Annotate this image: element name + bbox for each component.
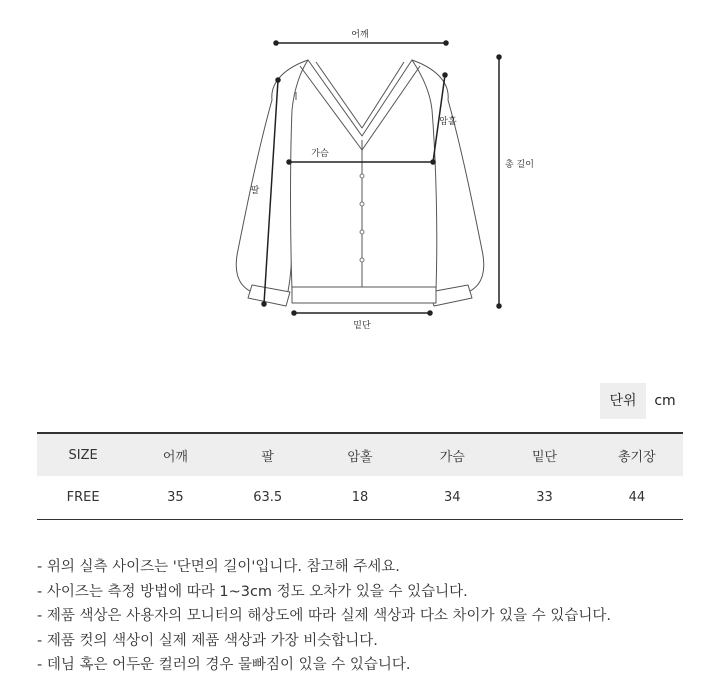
- unit-indicator: [600, 383, 684, 419]
- note-item: - 제품 컷의 색상이 실제 제품 색상과 가장 비슷합니다.: [37, 632, 378, 649]
- cell-total-length: 44: [628, 490, 646, 505]
- cell-chest: 34: [443, 490, 461, 505]
- cell-sleeve: 63.5: [253, 490, 283, 505]
- unit-value: cm: [654, 393, 676, 409]
- hem-band: [292, 287, 436, 303]
- cell-hem: 33: [536, 490, 553, 505]
- unit-label: 단위: [600, 383, 646, 419]
- note-item: - 위의 실측 사이즈는 '단면의 길이'입니다. 참고해 주세요.: [37, 559, 400, 575]
- cell-size: FREE: [66, 490, 100, 505]
- cell-armhole: 18: [351, 490, 369, 505]
- header-hem: 밑단: [498, 433, 590, 476]
- header-chest: 가슴: [406, 433, 498, 476]
- cell-shoulder: 35: [167, 490, 184, 505]
- label-sleeve: 팔: [250, 186, 260, 196]
- notes-list: [37, 555, 697, 678]
- table-row: [37, 476, 683, 520]
- header-armhole: 암홀: [314, 433, 406, 476]
- header-sleeve: 팔: [222, 433, 314, 476]
- table-header-row: [37, 433, 683, 476]
- label-shoulder: 어깨: [351, 30, 369, 40]
- note-item: - 제품 색상은 사용자의 모니터의 해상도에 따라 실제 색상과 다소 차이가 있을 수 있습니다.: [37, 608, 612, 624]
- label-hem: 밑단: [353, 321, 371, 331]
- note-item: - 데님 혹은 어두운 컬러의 경우 물빠짐이 있을 수 있습니다.: [37, 657, 411, 673]
- label-total-length: 총 길이: [505, 160, 534, 170]
- header-shoulder: 어깨: [129, 433, 221, 476]
- size-table: [37, 432, 683, 520]
- note-item: - 사이즈는 측정 방법에 따라 1~3cm 정도 오차가 있을 수 있습니다.: [37, 583, 468, 600]
- header-size: SIZE: [37, 433, 129, 476]
- cardigan-illustration: [236, 60, 484, 306]
- header-total-length: 총기장: [591, 433, 683, 476]
- label-chest: 가슴: [311, 149, 329, 159]
- label-armhole: 암홀: [439, 117, 457, 127]
